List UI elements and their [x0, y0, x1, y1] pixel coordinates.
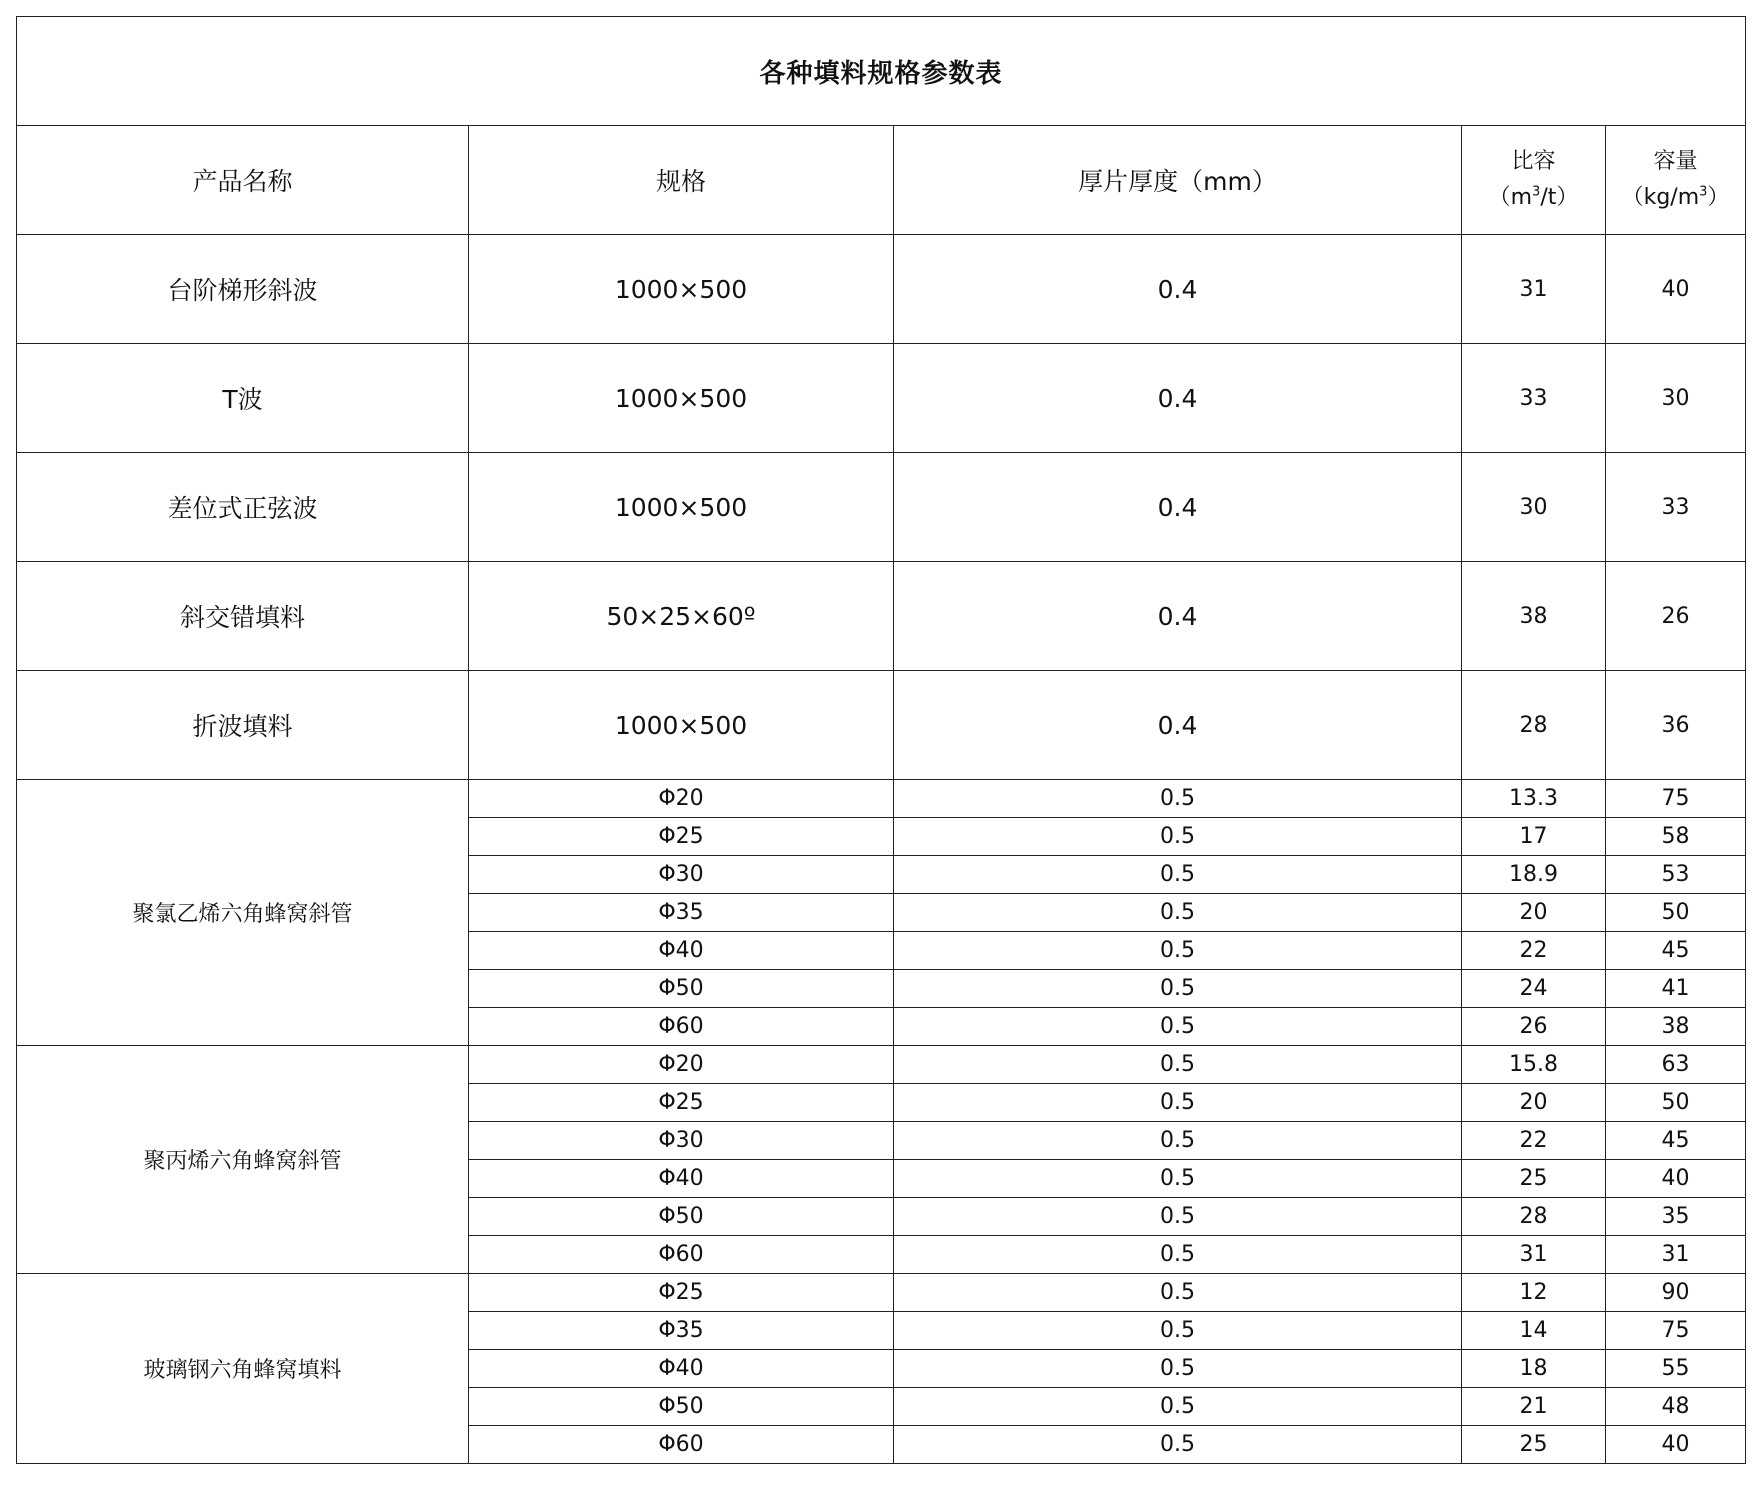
thickness-cell: 0.4 — [894, 671, 1462, 780]
header-row — [17, 126, 1746, 235]
specific-volume-cell: 18.9 — [1462, 856, 1606, 894]
specific-volume-cell: 25 — [1462, 1426, 1606, 1464]
thickness-cell: 0.5 — [894, 818, 1462, 856]
specific-volume-cell: 33 — [1462, 344, 1606, 453]
thickness-cell: 0.5 — [894, 1388, 1462, 1426]
specific-volume-cell: 15.8 — [1462, 1046, 1606, 1084]
capacity-cell: 45 — [1606, 1122, 1746, 1160]
header-capacity — [1606, 126, 1746, 235]
spec-cell: Φ25 — [469, 1274, 894, 1312]
capacity-cell: 40 — [1606, 1426, 1746, 1464]
spec-cell: Φ40 — [469, 1350, 894, 1388]
specific-volume-cell: 28 — [1462, 1198, 1606, 1236]
capacity-cell: 55 — [1606, 1350, 1746, 1388]
spec-cell: Φ30 — [469, 1122, 894, 1160]
specific-volume-cell: 18 — [1462, 1350, 1606, 1388]
thickness-cell: 0.5 — [894, 1350, 1462, 1388]
group-name-cell: 玻璃钢六角蜂窝填料 — [17, 1274, 469, 1464]
header-capacity-label: 容量 — [1653, 149, 1698, 174]
spec-cell: Φ50 — [469, 970, 894, 1008]
spec-cell: Φ60 — [469, 1426, 894, 1464]
specific-volume-cell: 25 — [1462, 1160, 1606, 1198]
capacity-cell: 26 — [1606, 562, 1746, 671]
spec-cell: Φ50 — [469, 1388, 894, 1426]
thickness-cell: 0.5 — [894, 1046, 1462, 1084]
specific-volume-cell: 20 — [1462, 894, 1606, 932]
spec-cell: Φ20 — [469, 1046, 894, 1084]
specific-volume-cell: 24 — [1462, 970, 1606, 1008]
capacity-cell: 30 — [1606, 344, 1746, 453]
specific-volume-cell: 26 — [1462, 1008, 1606, 1046]
table-row — [17, 562, 1746, 671]
table-row — [17, 344, 1746, 453]
capacity-cell: 45 — [1606, 932, 1746, 970]
capacity-cell: 75 — [1606, 1312, 1746, 1350]
capacity-cell: 36 — [1606, 671, 1746, 780]
spec-table-body — [17, 17, 1746, 1464]
specific-volume-cell: 38 — [1462, 562, 1606, 671]
thickness-cell: 0.4 — [894, 562, 1462, 671]
spec-cell: Φ50 — [469, 1198, 894, 1236]
spec-cell: Φ40 — [469, 932, 894, 970]
product-name-cell: 差位式正弦波 — [17, 453, 469, 562]
specific-volume-cell: 21 — [1462, 1388, 1606, 1426]
specific-volume-cell: 30 — [1462, 453, 1606, 562]
table-row — [17, 780, 1746, 818]
specific-volume-cell: 13.3 — [1462, 780, 1606, 818]
product-name-cell: 斜交错填料 — [17, 562, 469, 671]
thickness-cell: 0.5 — [894, 1122, 1462, 1160]
spec-cell: Φ40 — [469, 1160, 894, 1198]
capacity-cell: 40 — [1606, 1160, 1746, 1198]
thickness-cell: 0.5 — [894, 970, 1462, 1008]
spec-cell: Φ20 — [469, 780, 894, 818]
capacity-cell: 31 — [1606, 1236, 1746, 1274]
header-thickness: 厚片厚度（mm） — [894, 126, 1462, 235]
spec-cell: Φ60 — [469, 1008, 894, 1046]
thickness-cell: 0.5 — [894, 1008, 1462, 1046]
thickness-cell: 0.5 — [894, 1236, 1462, 1274]
table-row — [17, 453, 1746, 562]
specific-volume-cell: 22 — [1462, 932, 1606, 970]
spec-cell: Φ30 — [469, 856, 894, 894]
spec-cell: 1000×500 — [469, 344, 894, 453]
capacity-cell: 38 — [1606, 1008, 1746, 1046]
capacity-cell: 33 — [1606, 453, 1746, 562]
spec-cell: 1000×500 — [469, 671, 894, 780]
spec-cell: Φ35 — [469, 894, 894, 932]
table-row — [17, 1046, 1746, 1084]
thickness-cell: 0.4 — [894, 235, 1462, 344]
specific-volume-cell: 31 — [1462, 235, 1606, 344]
specific-volume-cell: 28 — [1462, 671, 1606, 780]
header-specific-volume-unit: $(m^3/t)$ — [1488, 184, 1579, 210]
specific-volume-cell: 17 — [1462, 818, 1606, 856]
spec-cell: Φ25 — [469, 818, 894, 856]
thickness-cell: 0.5 — [894, 932, 1462, 970]
table-row — [17, 235, 1746, 344]
header-product-name: 产品名称 — [17, 126, 469, 235]
product-name-cell: 折波填料 — [17, 671, 469, 780]
specific-volume-cell: 31 — [1462, 1236, 1606, 1274]
capacity-cell: 40 — [1606, 235, 1746, 344]
capacity-cell: 63 — [1606, 1046, 1746, 1084]
table-row — [17, 671, 1746, 780]
capacity-cell: 53 — [1606, 856, 1746, 894]
thickness-cell: 0.5 — [894, 856, 1462, 894]
header-capacity-unit: $(kg/m^3)$ — [1621, 184, 1730, 210]
capacity-cell: 35 — [1606, 1198, 1746, 1236]
capacity-cell: 58 — [1606, 818, 1746, 856]
capacity-cell: 41 — [1606, 970, 1746, 1008]
spec-table — [16, 16, 1746, 1464]
product-name-cell: 台阶梯形斜波 — [17, 235, 469, 344]
spec-cell: Φ35 — [469, 1312, 894, 1350]
thickness-cell: 0.4 — [894, 453, 1462, 562]
spec-cell: 50×25×60º — [469, 562, 894, 671]
table-row — [17, 1274, 1746, 1312]
specific-volume-cell: 20 — [1462, 1084, 1606, 1122]
thickness-cell: 0.5 — [894, 1426, 1462, 1464]
header-specific-volume-label: 比容 — [1511, 149, 1556, 174]
spec-cell: 1000×500 — [469, 235, 894, 344]
thickness-cell: 0.5 — [894, 1160, 1462, 1198]
group-name-cell: 聚丙烯六角蜂窝斜管 — [17, 1046, 469, 1274]
thickness-cell: 0.4 — [894, 344, 1462, 453]
group-name-cell: 聚氯乙烯六角蜂窝斜管 — [17, 780, 469, 1046]
thickness-cell: 0.5 — [894, 780, 1462, 818]
specific-volume-cell: 14 — [1462, 1312, 1606, 1350]
thickness-cell: 0.5 — [894, 1198, 1462, 1236]
spec-cell: Φ25 — [469, 1084, 894, 1122]
thickness-cell: 0.5 — [894, 1274, 1462, 1312]
specific-volume-cell: 12 — [1462, 1274, 1606, 1312]
header-spec: 规格 — [469, 126, 894, 235]
thickness-cell: 0.5 — [894, 1084, 1462, 1122]
thickness-cell: 0.5 — [894, 1312, 1462, 1350]
header-specific-volume — [1462, 126, 1606, 235]
capacity-cell: 50 — [1606, 894, 1746, 932]
product-name-cell: T波 — [17, 344, 469, 453]
capacity-cell: 48 — [1606, 1388, 1746, 1426]
table-title: 各种填料规格参数表 — [17, 17, 1746, 126]
capacity-cell: 50 — [1606, 1084, 1746, 1122]
capacity-cell: 75 — [1606, 780, 1746, 818]
specific-volume-cell: 22 — [1462, 1122, 1606, 1160]
title-row — [17, 17, 1746, 126]
spec-cell: 1000×500 — [469, 453, 894, 562]
capacity-cell: 90 — [1606, 1274, 1746, 1312]
spec-cell: Φ60 — [469, 1236, 894, 1274]
thickness-cell: 0.5 — [894, 894, 1462, 932]
